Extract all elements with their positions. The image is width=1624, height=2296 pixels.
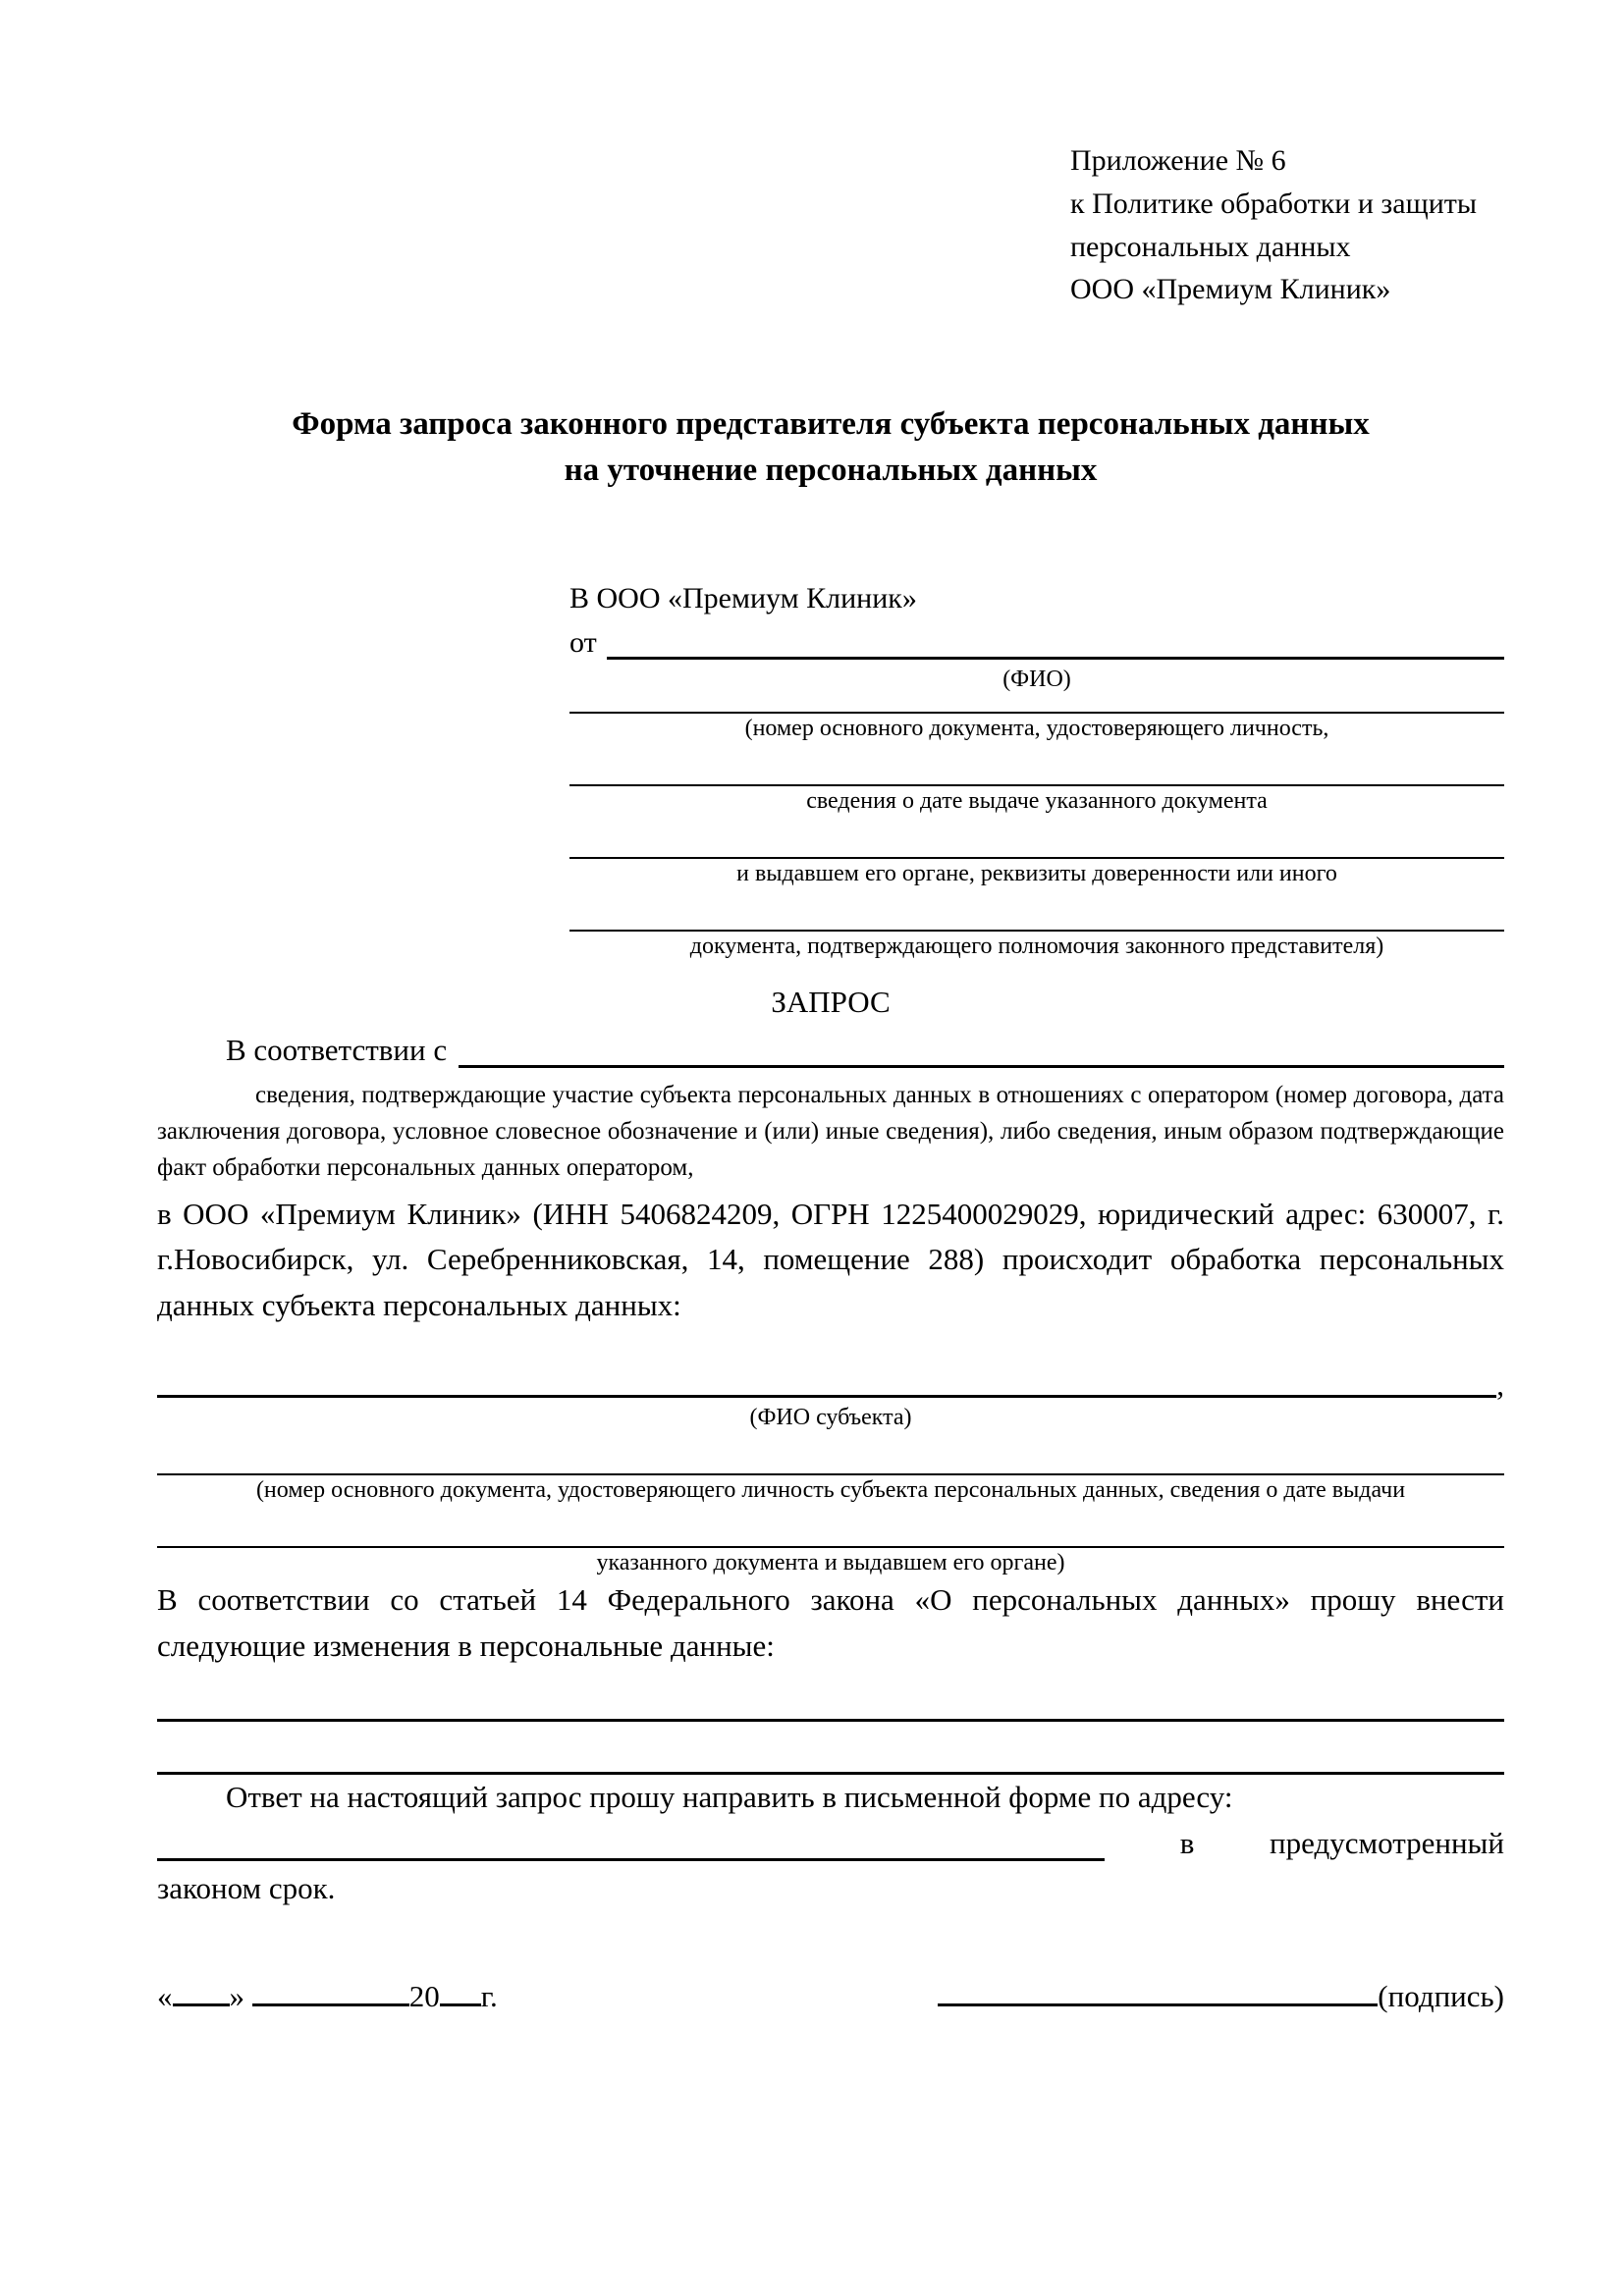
fill-line-changes-1 xyxy=(157,1669,1504,1722)
appendix-note xyxy=(1070,139,1504,311)
signature-caption: (подпись) xyxy=(1378,1978,1504,2013)
fill-line-id-document xyxy=(569,694,1504,714)
fill-line-issuing-authority xyxy=(569,816,1504,859)
from-label: от xyxy=(569,625,597,659)
document-title-line: Форма запроса законного представителя субъекта персональных данных xyxy=(292,406,1370,443)
fill-line-issue-date xyxy=(569,743,1504,786)
caption-issuing-authority: и выдавшем его органе, реквизиты доверенности или иного xyxy=(736,860,1337,886)
fill-line-authority-document xyxy=(569,888,1504,932)
fill-line-subject-fio xyxy=(157,1395,1496,1398)
request-heading: ЗАПРОС xyxy=(771,984,891,1019)
addressee-to: В ООО «Премиум Клиник» xyxy=(569,581,917,614)
addressee-block xyxy=(569,576,1504,961)
appendix-note-line: к Политике обработки и защиты xyxy=(1070,187,1478,220)
caption-subject-issuing-authority: указанного документа и выдавшем его органе) xyxy=(596,1550,1065,1576)
caption-issue-date: сведения о дате выдаче указанного документа xyxy=(806,787,1268,814)
date-quote-open: « xyxy=(157,1978,173,2013)
document-title xyxy=(157,401,1504,494)
fill-line-day xyxy=(173,2002,230,2006)
signature-field xyxy=(938,1979,1504,2014)
operator-paragraph: в ООО «Премиум Клиник» (ИНН 5406824209, ОГРН 1225400029029, юридический адрес: 630007, г. г.Новосибирск, ул. Серебренниковская, 14, помещение 288) происходит обработка персональных данных субъекта персональных данных: xyxy=(157,1196,1504,1322)
caption-subject-id-document: (номер основного документа, удостоверяющего личность субъекта персональных данных, сведения о дате выдачи xyxy=(255,1477,1406,1504)
fill-line-subject-id-document xyxy=(157,1432,1504,1475)
fill-line-subject-issuing-authority xyxy=(157,1505,1504,1548)
fill-line-changes-2 xyxy=(157,1722,1504,1775)
fill-line-signature xyxy=(938,2002,1378,2006)
fill-line-year xyxy=(440,2002,481,2006)
footnote-text: сведения, подтверждающие участие субъекта персональных данных в отношениях с оператором (номер договора, дата заключения договора, условное словесное обозначение и (или) иные сведения), либо сведения, иным образом подтверждающие факт обработки персональных данных оператором, xyxy=(157,1081,1504,1181)
appendix-note-line: ООО «Премиум Клиник» xyxy=(1070,273,1391,306)
appendix-note-line: Приложение № 6 xyxy=(1070,144,1286,177)
caption-subject-fio: (ФИО субъекта) xyxy=(749,1405,912,1431)
fill-line-representative-fio xyxy=(607,657,1504,660)
subject-fio-comma: , xyxy=(1496,1367,1504,1403)
date-year-prefix: 20 xyxy=(408,1978,440,2013)
reply-paragraph-line3: законом срок. xyxy=(157,1871,336,1906)
fill-line-accordance xyxy=(459,1065,1504,1068)
caption-id-document: (номер основного документа, удостоверяющего личность, xyxy=(744,715,1329,741)
document-title-line: на уточнение персональных данных xyxy=(564,453,1098,489)
addressee-from-row xyxy=(569,620,1504,665)
reply-word-v: в xyxy=(1179,1825,1195,1860)
date-year-suffix: г. xyxy=(480,1978,498,2013)
accordance-label: В соответствии с xyxy=(226,1032,448,1067)
subject-fio-row xyxy=(157,1367,1504,1403)
caption-authority-document: документа, подтверждающего полномочия законного представителя) xyxy=(689,933,1384,959)
reply-word-predusmotrenny: предусмотренный xyxy=(1270,1825,1504,1860)
law-paragraph: В соответствии со статьей 14 Федерального закона «О персональных данных» прошу внести следующие изменения в персональные данные: xyxy=(157,1582,1504,1663)
reply-paragraph-line2 xyxy=(157,1821,1504,1867)
date-quote-close: » xyxy=(229,1978,244,2013)
date-signature-row xyxy=(157,1979,1504,2014)
reply-paragraph-line1: Ответ на настоящий запрос прошу направить в письменной форме по адресу: xyxy=(226,1780,1233,1815)
fill-line-month xyxy=(252,2002,409,2006)
fill-line-reply-address xyxy=(157,1858,1105,1861)
caption-fio: (ФИО) xyxy=(1002,666,1071,692)
accordance-row xyxy=(157,1029,1504,1073)
document-content xyxy=(157,0,1504,2014)
appendix-note-line: персональных данных xyxy=(1070,230,1351,263)
date-field xyxy=(157,1979,498,2014)
